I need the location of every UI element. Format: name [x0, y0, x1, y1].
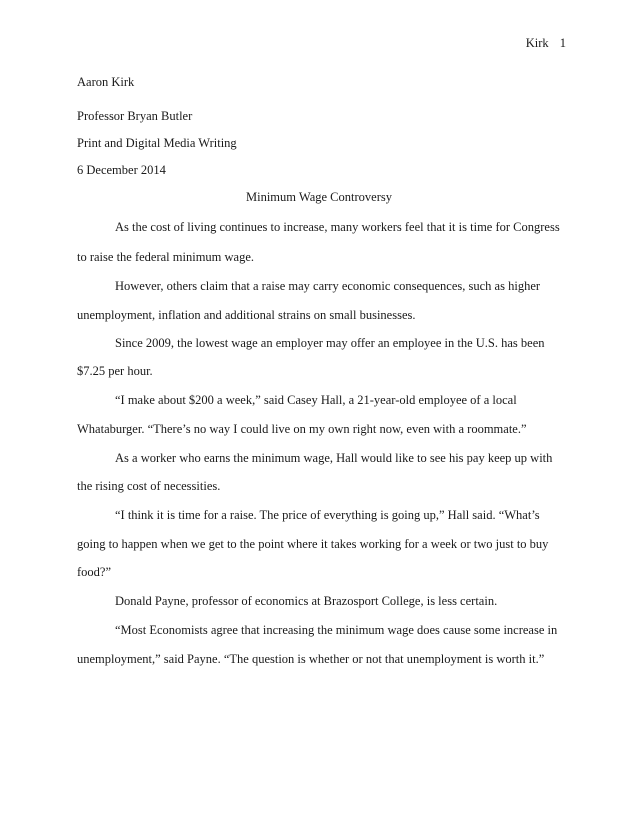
body-line: As a worker who earns the minimum wage, Hall would like to see his pay keep up with [115, 451, 553, 465]
course-name: Print and Digital Media Writing [77, 136, 237, 150]
body-line: Donald Payne, professor of economics at Brazosport College, is less certain. [115, 594, 498, 608]
body-line: food?” [77, 565, 112, 579]
paper-title: Minimum Wage Controversy [246, 190, 392, 204]
body-line: unemployment,” said Payne. “The question is whether or not that unemployment is worth it.” [77, 652, 545, 666]
body-line: Since 2009, the lowest wage an employer may offer an employee in the U.S. has been [115, 336, 545, 350]
body-line: to raise the federal minimum wage. [77, 250, 255, 264]
header-surname: Kirk [525, 36, 549, 50]
body-line: unemployment, inflation and additional strains on small businesses. [77, 308, 416, 322]
body-line: $7.25 per hour. [77, 364, 153, 378]
body-line: However, others claim that a raise may carry economic consequences, such as higher [115, 279, 541, 293]
body-line: the rising cost of necessities. [77, 479, 221, 493]
page-number: 1 [559, 36, 566, 50]
instructor-name: Professor Bryan Butler [77, 109, 193, 123]
body-line: “Most Economists agree that increasing the minimum wage does cause some increase in [115, 623, 558, 637]
author-name: Aaron Kirk [77, 75, 135, 89]
document-date: 6 December 2014 [77, 163, 166, 177]
running-head [526, 36, 566, 51]
body-line: going to happen when we get to the point where it takes working for a week or two just to buy [77, 537, 549, 551]
body-line: As the cost of living continues to increase, many workers feel that it is time for Congress [115, 220, 560, 234]
body-line: “I make about $200 a week,” said Casey Hall, a 21-year-old employee of a local [115, 393, 517, 407]
body-line: Whataburger. “There’s no way I could live on my own right now, even with a roommate.” [77, 422, 527, 436]
body-line: “I think it is time for a raise. The price of everything is going up,” Hall said. “What’s [115, 508, 540, 522]
